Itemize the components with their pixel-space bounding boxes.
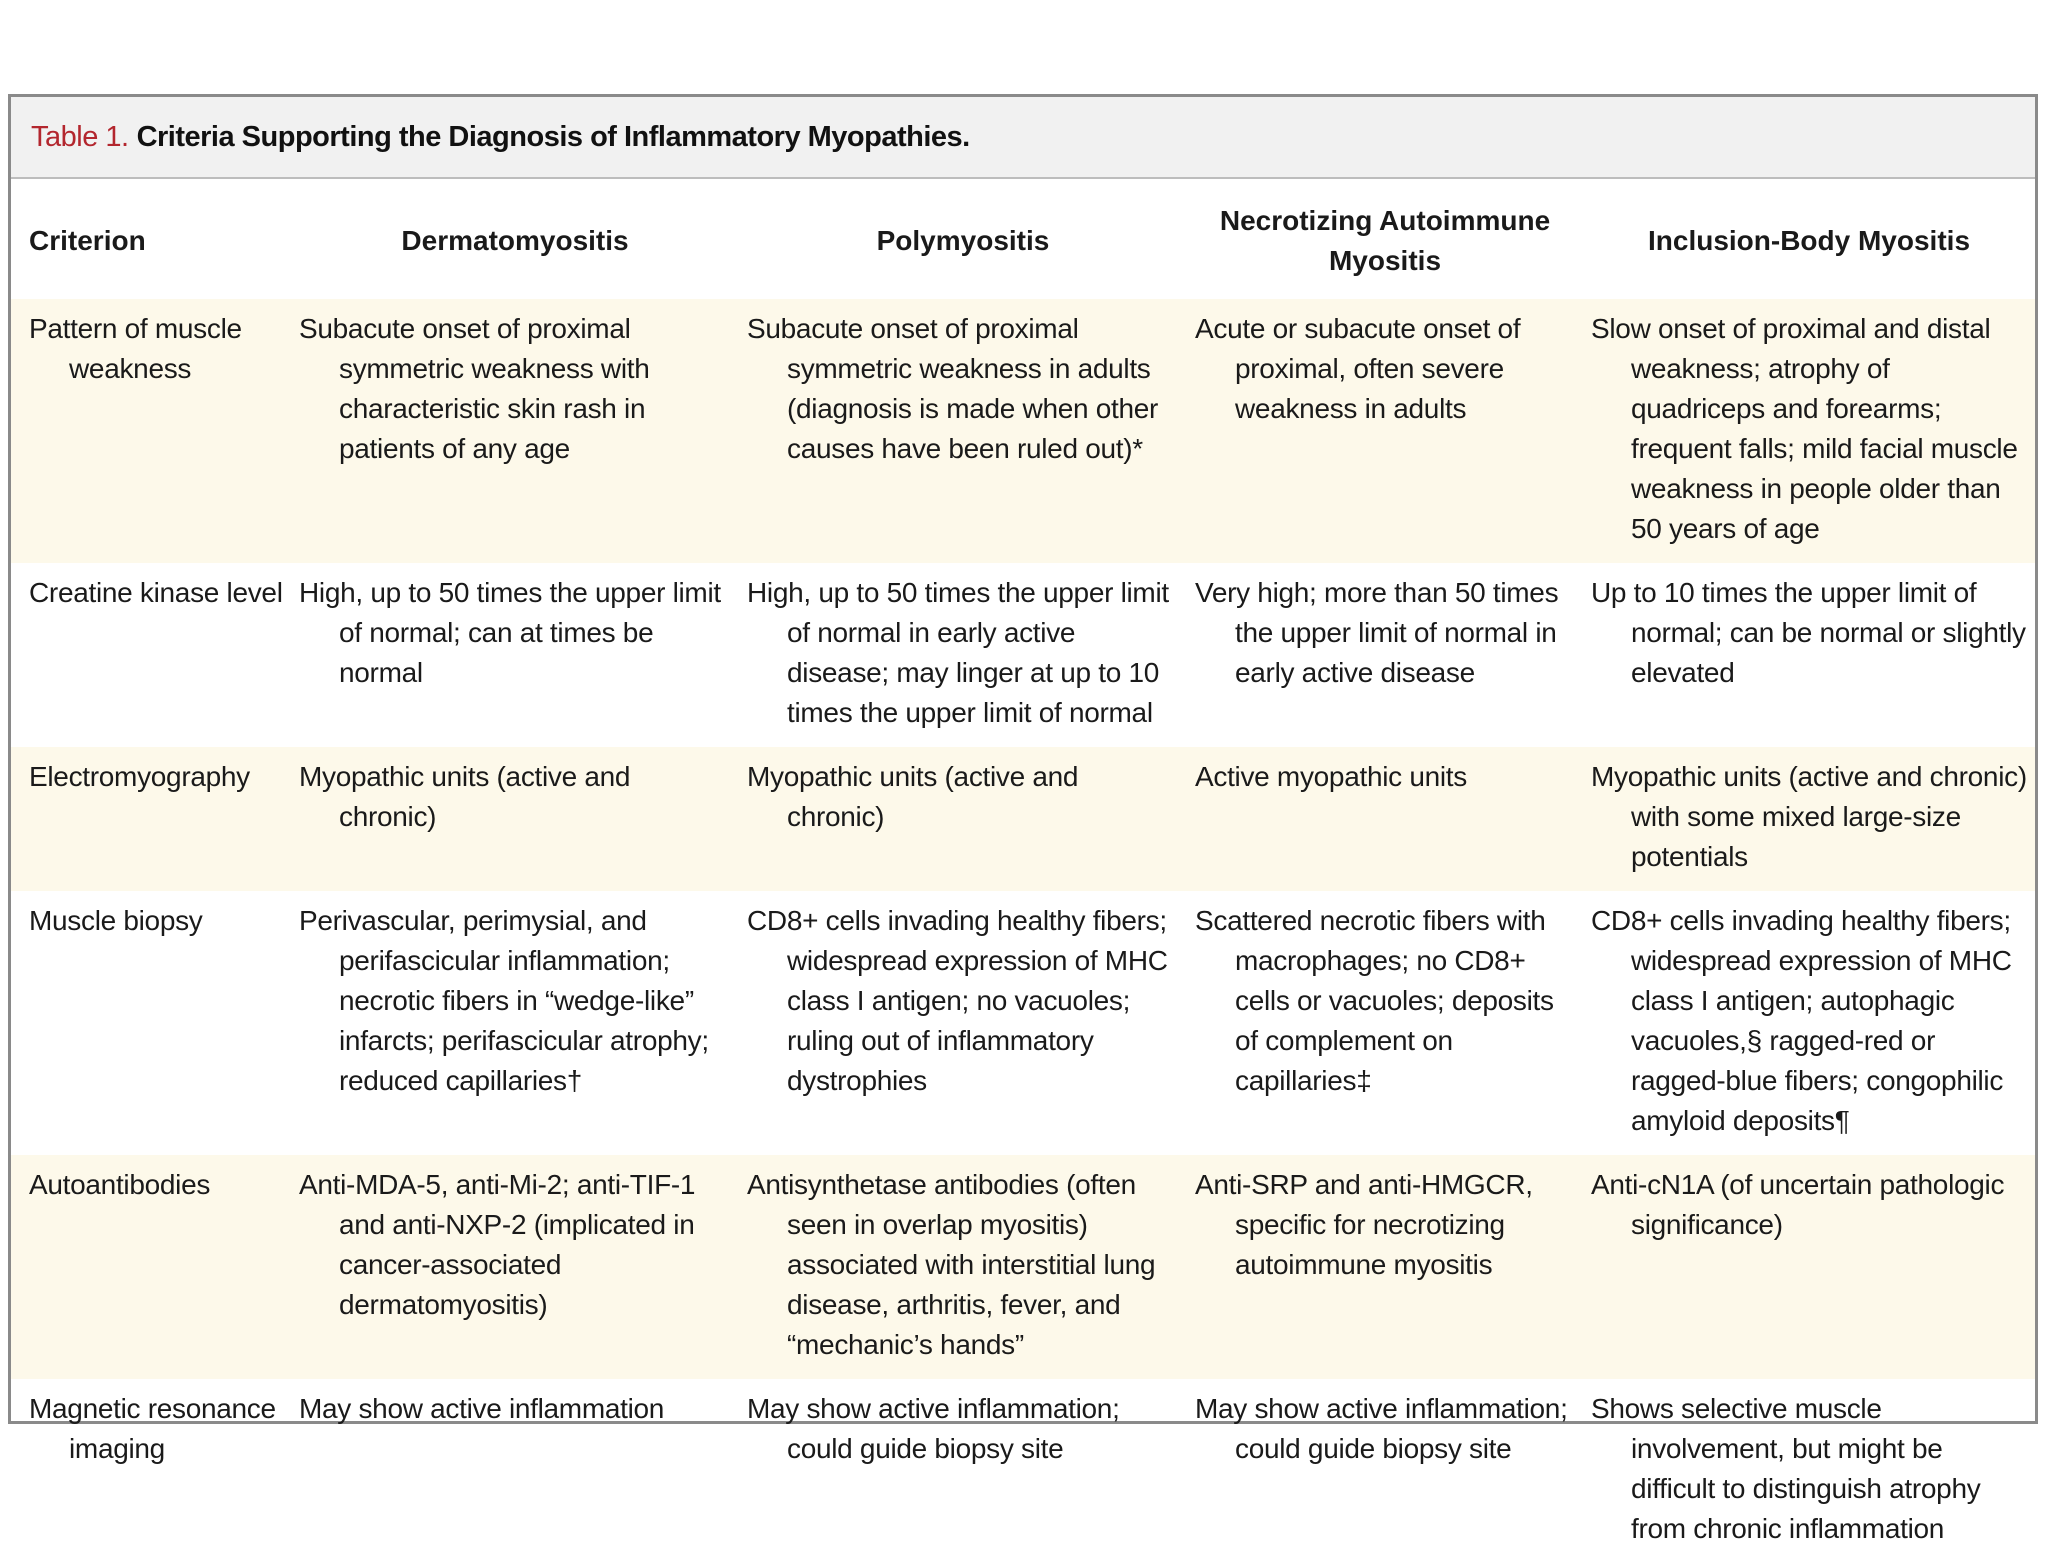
dermatomyositis-cell	[291, 563, 739, 747]
inclusion-body-cell	[1583, 747, 2035, 891]
necrotizing-cell	[1187, 1379, 1583, 1563]
cell-text: Myopathic units (active and chronic) with some mixed large-size potentials	[1591, 761, 2027, 872]
inclusion-body-cell	[1583, 891, 2035, 1155]
table-row	[11, 299, 2035, 563]
cell-text: Myopathic units (active and chronic)	[299, 761, 631, 832]
cell-text: High, up to 50 times the upper limit of normal; can at times be normal	[299, 577, 721, 688]
criterion-cell	[11, 1379, 291, 1563]
necrotizing-cell	[1187, 891, 1583, 1155]
dermatomyositis-cell	[291, 1155, 739, 1379]
cell-text: Anti-MDA-5, anti-Mi-2; anti-TIF-1 and anti-NXP-2 (implicated in cancer-associated dermatomyositis)	[299, 1169, 696, 1320]
cell-text: Antisynthetase antibodies (often seen in overlap myositis) associated with interstitial lung disease, arthritis, fever, and “mechanic’s hands”	[747, 1169, 1156, 1360]
cell-text: Scattered necrotic fibers with macrophages; no CD8+ cells or vacuoles; deposits of complement on capillaries‡	[1195, 905, 1554, 1096]
cell-text: CD8+ cells invading healthy fibers; widespread expression of MHC class I antigen; autophagic vacuoles,§ ragged-red or ragged-blue fibers; congophilic amyloid deposits¶	[1591, 905, 2012, 1136]
cell-text: May show active inflammation; could guide biopsy site	[747, 1393, 1120, 1464]
cell-text: Acute or subacute onset of proximal, often severe weakness in adults	[1195, 313, 1521, 424]
criterion-text: Creatine kinase level	[29, 577, 283, 608]
table-row	[11, 1379, 2035, 1563]
cell-text: May show active inflammation	[299, 1393, 665, 1424]
cell-text: Very high; more than 50 times the upper limit of normal in early active disease	[1195, 577, 1559, 688]
table-row	[11, 891, 2035, 1155]
polymyositis-cell	[739, 747, 1187, 891]
criterion-text: Muscle biopsy	[29, 905, 203, 936]
polymyositis-cell	[739, 891, 1187, 1155]
table-row	[11, 1155, 2035, 1379]
criteria-table-frame	[8, 94, 2038, 1544]
column-header-inclusion-body: Inclusion-Body Myositis	[1647, 225, 1971, 256]
cell-text: Subacute onset of proximal symmetric weakness with characteristic skin rash in patients of any age	[299, 313, 650, 464]
header-row	[11, 179, 2035, 299]
criterion-cell	[11, 1155, 291, 1379]
table-row	[11, 747, 2035, 891]
cell-text: High, up to 50 times the upper limit of normal in early active disease; may linger at up to 10 times the upper limit of normal	[747, 577, 1169, 728]
cell-text: Slow onset of proximal and distal weakness; atrophy of quadriceps and forearms; frequent falls; mild facial muscle weakness in people older than 50 years of age	[1591, 313, 2018, 544]
necrotizing-cell	[1187, 299, 1583, 563]
cell-text: Myopathic units (active and chronic)	[747, 761, 1079, 832]
cell-text: Anti-cN1A (of uncertain pathologic significance)	[1591, 1169, 2005, 1240]
cell-text: May show active inflammation; could guide biopsy site	[1195, 1393, 1568, 1464]
polymyositis-cell	[739, 563, 1187, 747]
polymyositis-cell	[739, 299, 1187, 563]
inclusion-body-cell	[1583, 299, 2035, 563]
dermatomyositis-cell	[291, 299, 739, 563]
dermatomyositis-cell	[291, 747, 739, 891]
polymyositis-cell	[739, 1155, 1187, 1379]
cell-text: Shows selective muscle involvement, but might be difficult to distinguish atrophy from chronic inflammation	[1591, 1393, 1981, 1544]
criterion-text: Pattern of muscle weakness	[29, 313, 242, 384]
cell-text: Up to 10 times the upper limit of normal; can be normal or slightly elevated	[1591, 577, 2026, 688]
criterion-text: Magnetic resonance imaging	[29, 1393, 276, 1464]
inclusion-body-cell	[1583, 1379, 2035, 1563]
criterion-cell	[11, 747, 291, 891]
criterion-text: Electromyography	[29, 761, 250, 792]
necrotizing-cell	[1187, 563, 1583, 747]
cell-text: Anti-SRP and anti-HMGCR, specific for necrotizing autoimmune myositis	[1195, 1169, 1533, 1280]
column-header-dermatomyositis: Dermatomyositis	[401, 225, 629, 256]
criteria-table	[11, 179, 2035, 1563]
dermatomyositis-cell	[291, 891, 739, 1155]
inclusion-body-cell	[1583, 1155, 2035, 1379]
table-title-label: Table 1.	[31, 120, 129, 153]
column-header-criterion: Criterion	[29, 225, 146, 256]
column-header-polymyositis: Polymyositis	[876, 225, 1050, 256]
criterion-cell	[11, 299, 291, 563]
necrotizing-cell	[1187, 747, 1583, 891]
cell-text: Active myopathic units	[1195, 761, 1467, 792]
inclusion-body-cell	[1583, 563, 2035, 747]
cell-text: Perivascular, perimysial, and perifascicular inflammation; necrotic fibers in “wedge-like” infarcts; perifascicular atrophy; reduced capillaries†	[299, 905, 709, 1096]
table-title	[11, 97, 2035, 179]
criterion-text: Autoantibodies	[29, 1169, 211, 1200]
necrotizing-cell	[1187, 1155, 1583, 1379]
table-title-text: Criteria Supporting the Diagnosis of Inflammatory Myopathies.	[136, 120, 970, 153]
criterion-cell	[11, 891, 291, 1155]
table-row	[11, 563, 2035, 747]
cell-text: Subacute onset of proximal symmetric weakness in adults (diagnosis is made when other causes have been ruled out)*	[747, 313, 1159, 464]
column-header-necrotizing: Necrotizing Autoimmune Myositis	[1219, 205, 1551, 276]
polymyositis-cell	[739, 1379, 1187, 1563]
dermatomyositis-cell	[291, 1379, 739, 1563]
criterion-cell	[11, 563, 291, 747]
cell-text: CD8+ cells invading healthy fibers; widespread expression of MHC class I antigen; no vacuoles; ruling out of inflammatory dystrophies	[747, 905, 1168, 1096]
